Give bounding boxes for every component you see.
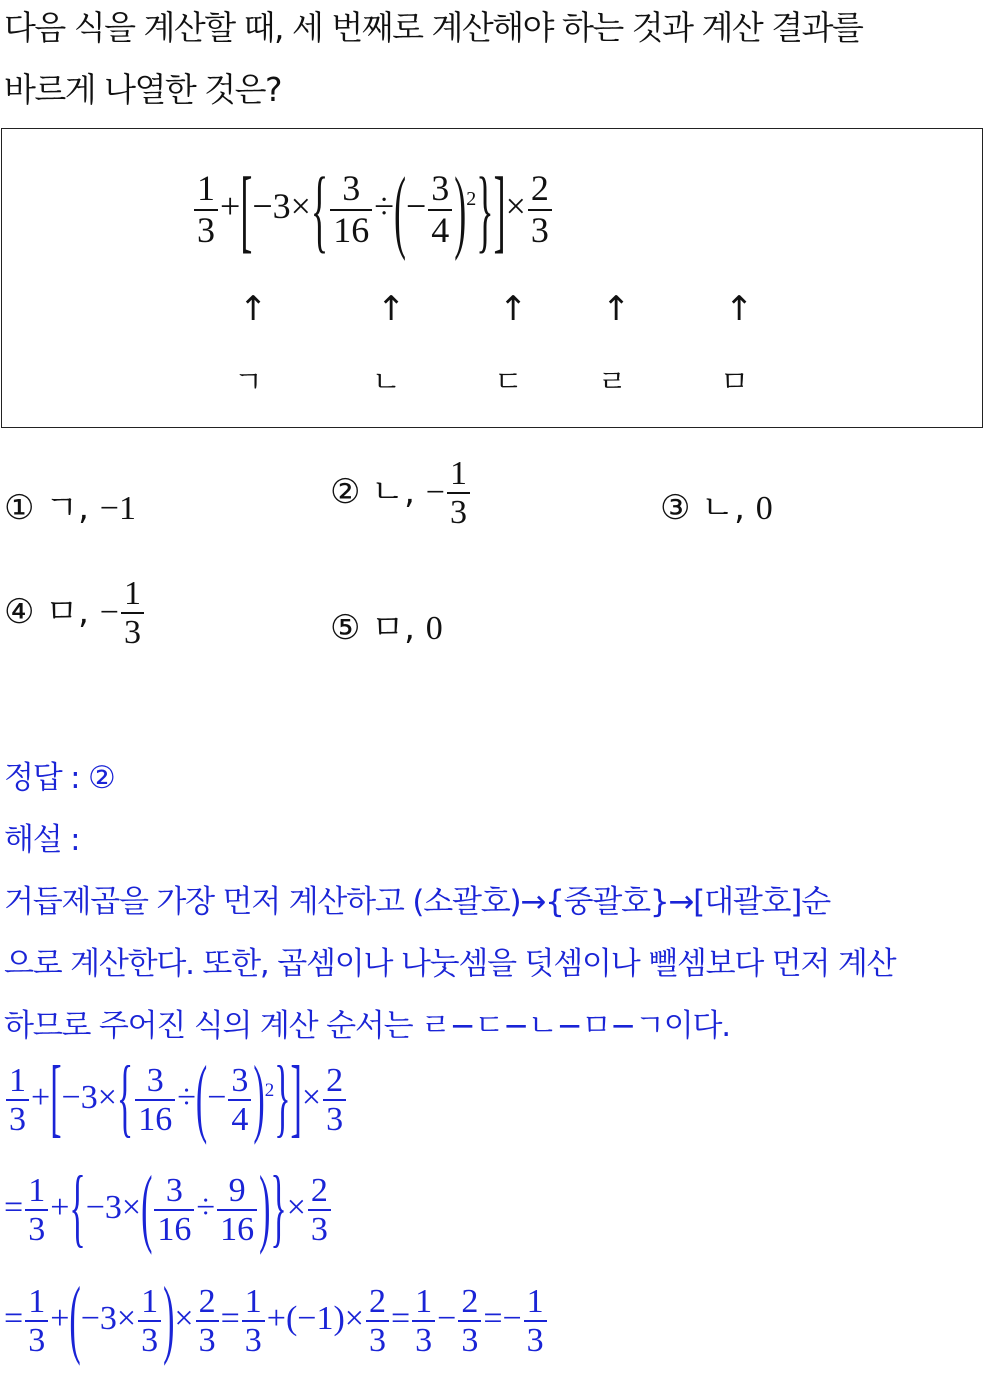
solution-step-1: $\frac{1}{3}$ +[−3×{ $\frac{3}{16}$ ÷(− $\frac{3}{4}$ )$^2$}]× $\frac{2}{3}$: [4, 1062, 348, 1139]
arrow-icon: ↑: [602, 289, 631, 329]
choice-3[interactable]: ③ ㄴ, 0: [660, 488, 773, 528]
label-digeut: ㄷ: [494, 365, 523, 400]
choice-4[interactable]: ④ ㅁ, − $\frac{1}{3}$: [4, 575, 146, 652]
choice-1[interactable]: ① ㄱ, −1: [4, 488, 136, 528]
question-line-1: 다음 식을 계산할 때, 세 번째로 계산해야 하는 것과 계산 결과를: [4, 8, 863, 47]
solution-step-3: = $\frac{1}{3}$ +(−3× $\frac{1}{3}$ )× $\frac{2}{3}$ = $\frac{1}{3}$ +(−1)× $\frac{2}{3}$ = $\frac{1}{3}$ − $\frac{2}{3}$ =− $\frac{1}{3}$: [4, 1283, 549, 1360]
explanation-line-1: 거듭제곱을 가장 먼저 계산하고 (소괄호)→{중괄호}→[대괄호]순: [4, 884, 830, 920]
label-mieum: ㅁ: [720, 365, 749, 400]
arrow-icon: ↑: [377, 289, 406, 329]
label-nieun: ㄴ: [372, 365, 401, 400]
explanation-heading: 해설 :: [4, 822, 80, 858]
arrow-icon: ↑: [239, 289, 268, 329]
choice-2[interactable]: ② ㄴ, − $\frac{1}{3}$: [330, 455, 472, 532]
explanation-line-2: 으로 계산한다. 또한, 곱셈이나 나눗셈을 덧셈이나 뺄셈보다 먼저 계산: [4, 946, 896, 982]
arrow-icon: ↑: [725, 289, 754, 329]
explanation-line-3: 하므로 주어진 식의 계산 순서는 ㄹ−ㄷ−ㄴ−ㅁ−ㄱ이다.: [4, 1008, 730, 1044]
label-giyeok: ㄱ: [234, 365, 263, 400]
question-line-2: 바르게 나열한 것은?: [4, 70, 282, 109]
choice-5[interactable]: ⑤ ㅁ, 0: [330, 608, 443, 648]
arrow-icon: ↑: [499, 289, 528, 329]
solution-step-2: = $\frac{1}{3}$ +{−3×( $\frac{3}{16}$ ÷ $\frac{9}{16}$ )}× $\frac{2}{3}$: [4, 1172, 333, 1249]
expression: $\frac{1}{3}$ +[−3×{ $\frac{3}{16}$ ÷(− $\frac{3}{4}$ )$^2$}]× $\frac{2}{3}$: [192, 169, 554, 250]
answer: 정답 : ②: [4, 760, 115, 796]
label-rieul: ㄹ: [598, 365, 627, 400]
expression-box: [1, 128, 983, 428]
